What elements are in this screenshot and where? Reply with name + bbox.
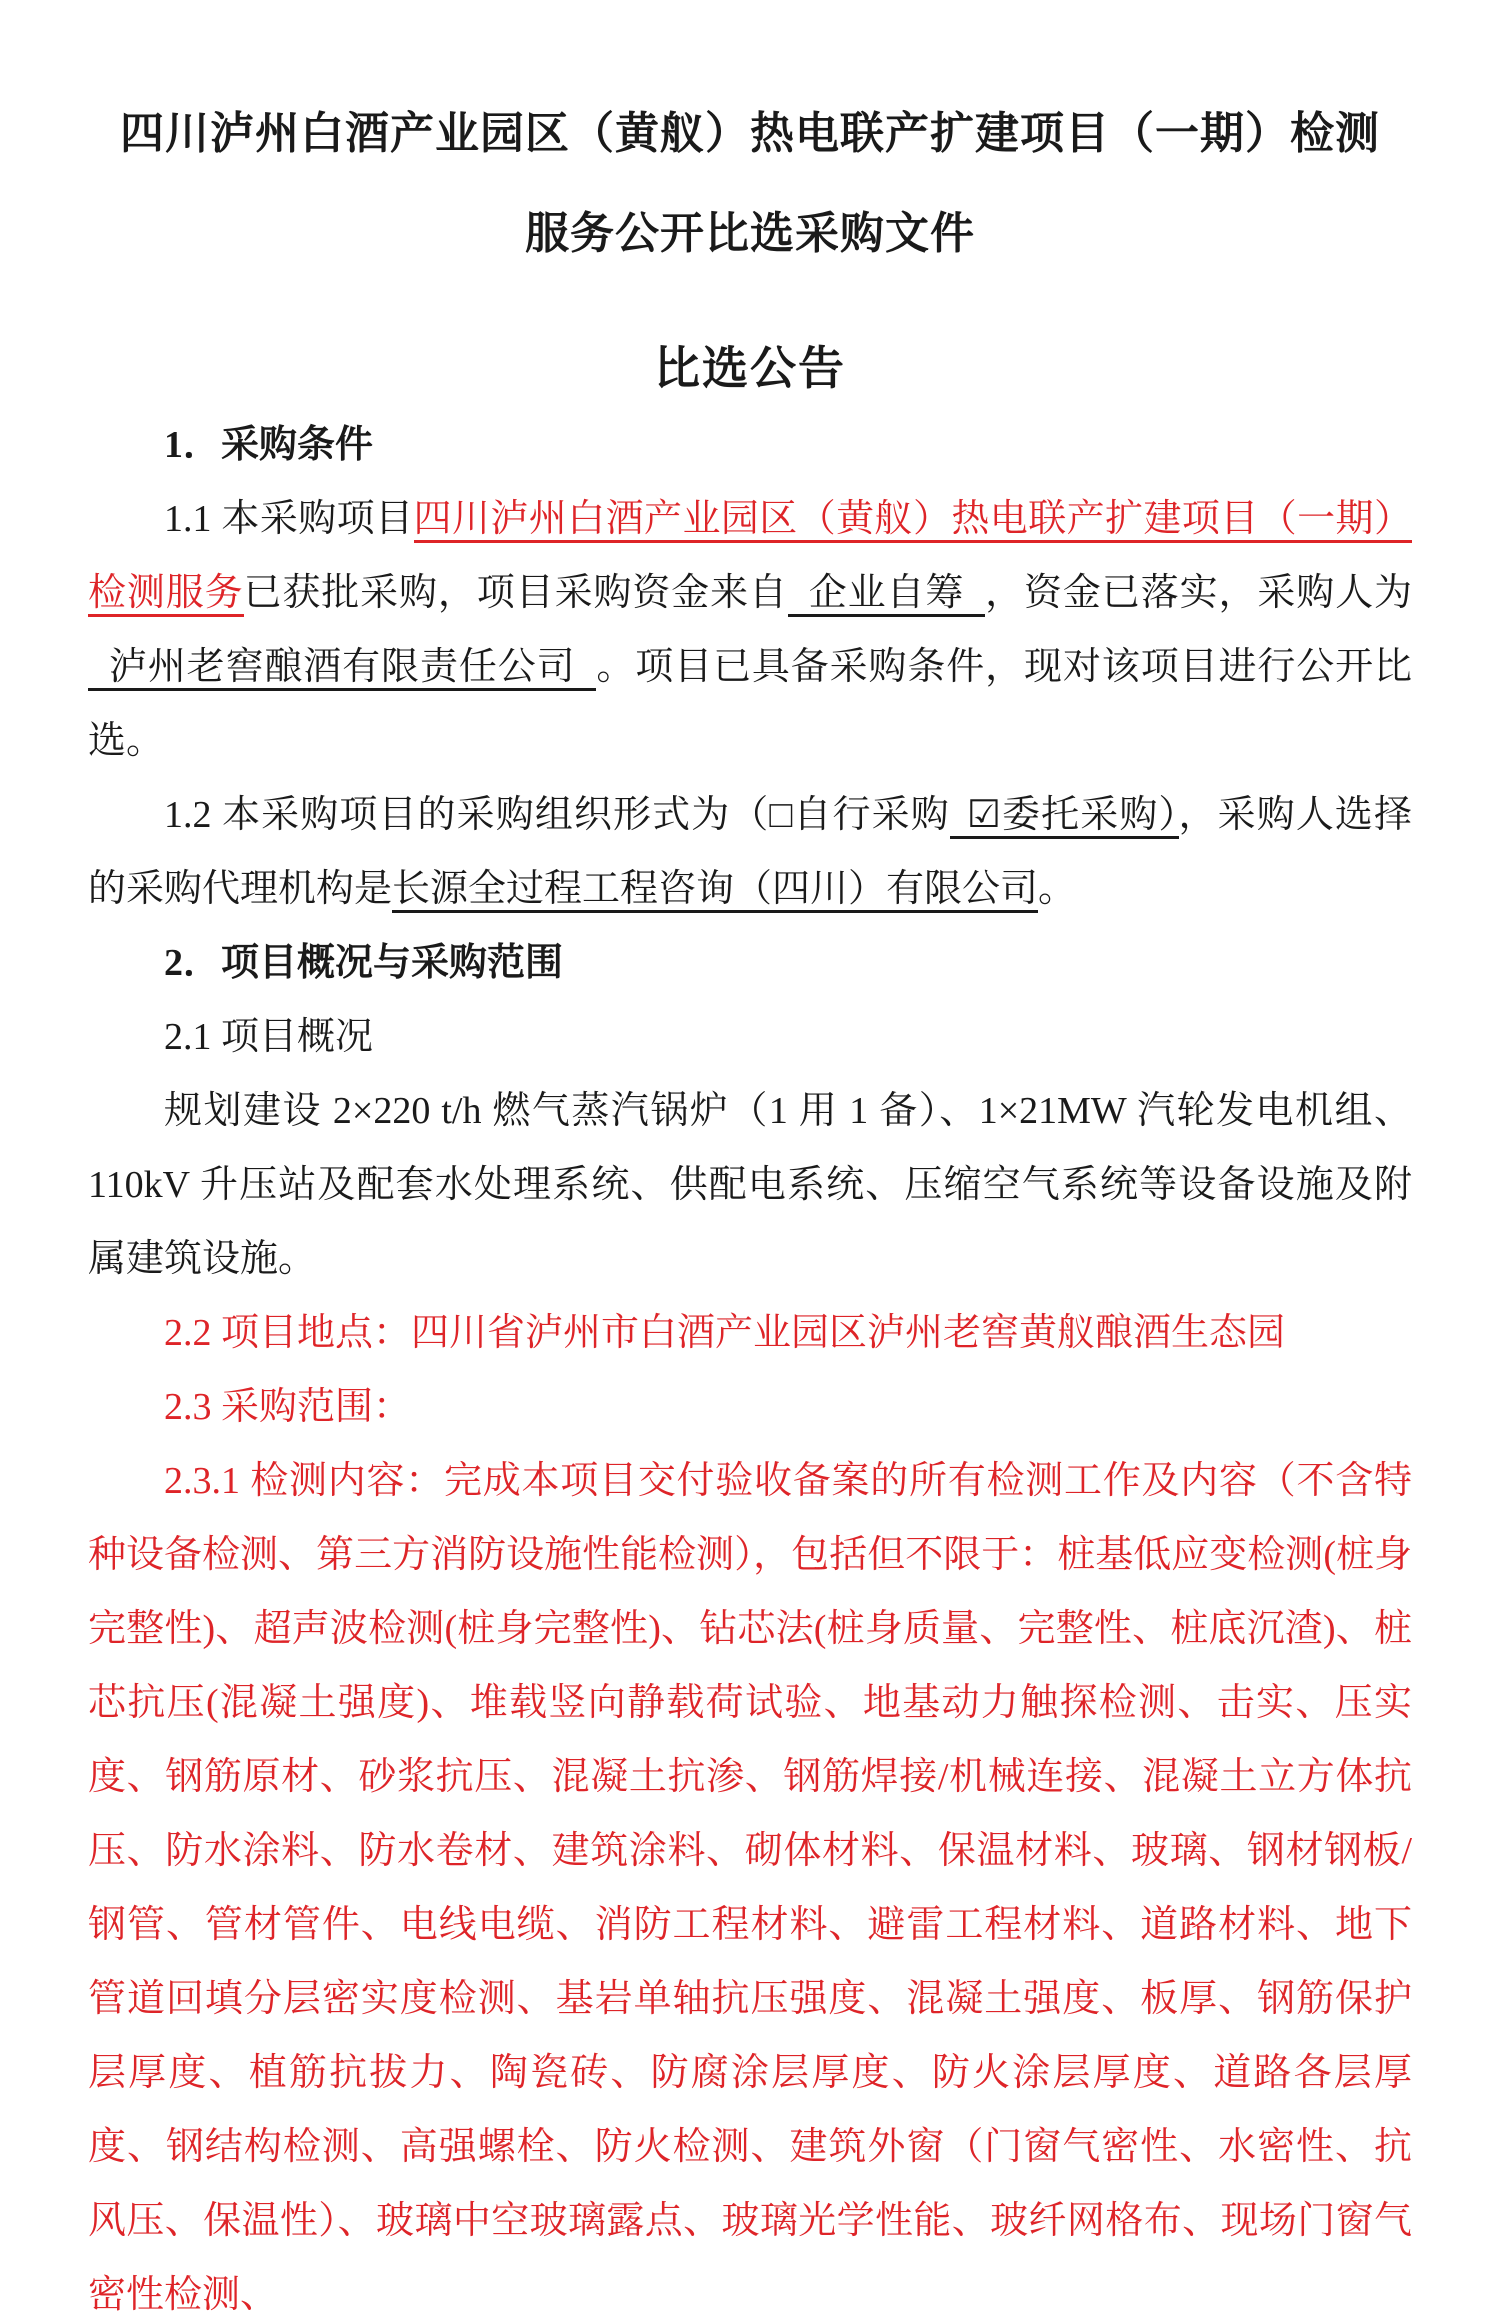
section-2-heading: 2．项目概况与采购范围 xyxy=(164,942,564,984)
clause-2-3-1-testing-content: 2.3.1 检测内容：完成本项目交付验收备案的所有检测工作及内容（不含特种设备检测、第三方消防设施性能检测），包括但不限于：桩基低应变检测(桩身完整性)、超声波检测(桩身完整性)、钻芯法(桩身质量、完整性、桩底沉渣)、桩芯抗压(混凝土强度)、堆载竖向静载荷试验、地基动力触探检测、击实、压实度、钢筋原材、砂浆抗压、混凝土抗渗、钢筋焊接/机械连接、混凝土立方体抗压、防水涂料、防水卷材、建筑涂料、砌体材料、保温材料、玻璃、钢材钢板/钢管、管材管件、电线电缆、消防工程材料、避雷工程材料、道路材料、地下管道回填分层密实度检测、基岩单轴抗压强度、混凝土强度、板厚、钢筋保护层厚度、植筋抗拔力、陶瓷砖、防腐涂层厚度、防火涂层厚度、道路各层厚度、钢结构检测、高强螺栓、防火检测、建筑外窗（门窗气密性、水密性、抗风压、保温性）、玻璃中空玻璃露点、玻璃光学性能、玻纤网格布、现场门窗气密性检测、 xyxy=(88,1460,1412,2316)
clause-1-1-mid2: ，资金已落实，采购人为 xyxy=(985,572,1412,614)
purchaser-blank: 泸州老窖酿酒有限责任公司 xyxy=(88,646,596,691)
clause-1-2-mid: ，采购人选择的采购代理机构是 xyxy=(88,794,1412,910)
document-title-line1: 四川泸州白酒产业园区（黄舣）热电联产扩建项目（一期）检测 xyxy=(120,109,1380,158)
clause-2-1-heading: 2.1 项目概况 xyxy=(164,1016,374,1058)
clause-1-1-mid1: 已获批采购，项目采购资金来自 xyxy=(243,572,788,614)
clause-2-2-project-location: 2.2 项目地点：四川省泸州市白酒产业园区泸州老窖黄舣酿酒生态园 xyxy=(164,1312,1286,1354)
section-1-heading: 1．采购条件 xyxy=(164,424,374,466)
clause-1-2 xyxy=(88,778,1412,926)
clause-1-1-lead: 1.1 本采购项目 xyxy=(164,498,414,540)
clause-2-3-scope-heading: 2.3 采购范围： xyxy=(164,1386,412,1428)
clause-1-1 xyxy=(88,482,1412,778)
document-title xyxy=(88,84,1412,284)
funding-source-blank: 企业自筹 xyxy=(788,572,985,617)
clause-2-1-body: 规划建设 2×220 t/h 燃气蒸汽锅炉（1 用 1 备）、1×21MW 汽轮发电机组、110kV 升压站及配套水处理系统、供配电系统、压缩空气系统等设备设施及附属建筑设施。 xyxy=(88,1090,1412,1280)
clause-1-2-lead: 1.2 本采购项目的采购组织形式为（□自行采购 xyxy=(164,794,950,836)
entrusted-procurement-checked: ☑委托采购） xyxy=(950,794,1179,839)
procurement-agency-underlined: 长源全过程工程咨询（四川）有限公司 xyxy=(392,868,1038,913)
document-title-line2: 服务公开比选采购文件 xyxy=(525,209,975,258)
clause-1-1-tail: 。项目已具备采购条件，现对该项目进行公开比选。 xyxy=(88,646,1412,762)
clause-1-2-tail: 。 xyxy=(1038,868,1077,910)
project-name-underlined: 四川泸州白酒产业园区（黄舣）热电联产扩建项目（一期）检测服务 xyxy=(88,498,1412,617)
notice-heading: 比选公告 xyxy=(654,343,846,394)
